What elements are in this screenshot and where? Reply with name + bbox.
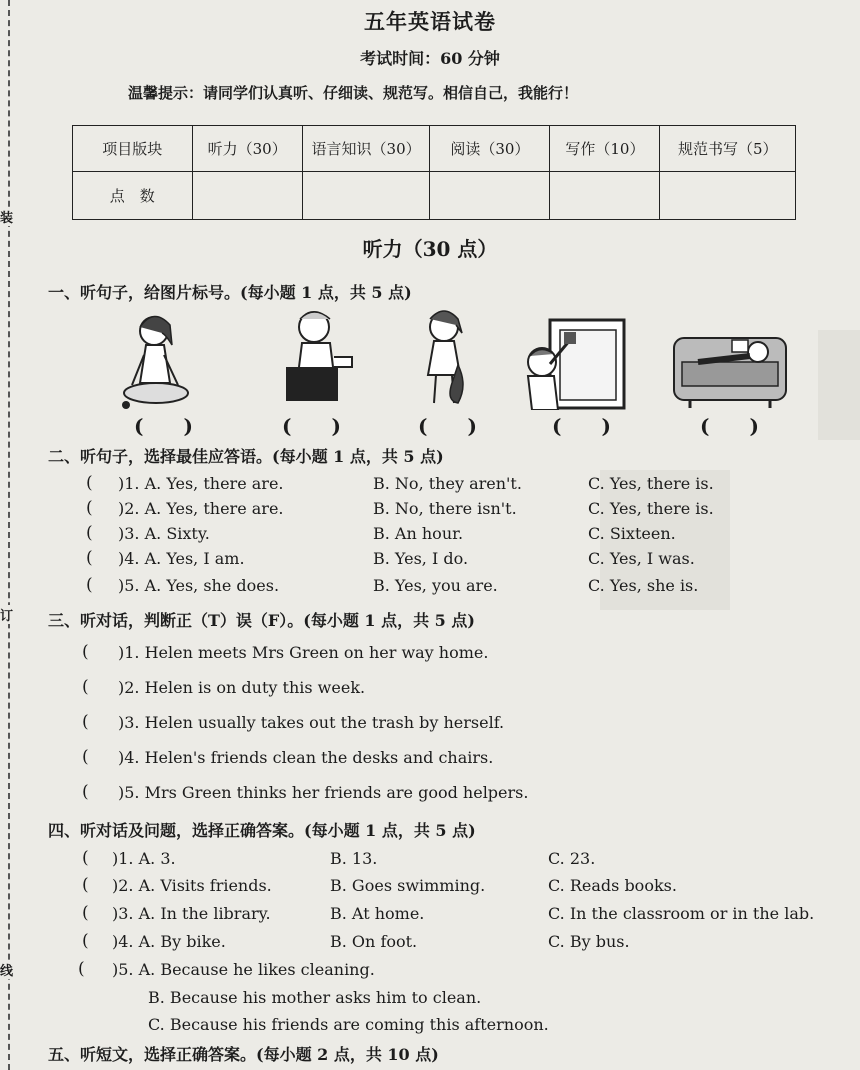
bleed-through-shadow — [818, 330, 860, 440]
answer-paren[interactable]: ( — [82, 903, 89, 923]
answer-paren[interactable]: ( — [82, 875, 89, 895]
answer-paren[interactable]: ( — [86, 548, 93, 568]
s2-q4-option-b: B. Yes, I do. — [373, 549, 469, 568]
s3-statement-5: )5. Mrs Green thinks her friends are good helpers. — [118, 783, 529, 802]
score-header-reading: 阅读（30） — [430, 126, 550, 172]
s2-q4-option-a: )4. A. Yes, I am. — [118, 549, 245, 568]
s4-q3-option-a: )3. A. In the library. — [112, 904, 271, 923]
picture5-answer-blank[interactable]: ( ) — [700, 414, 759, 438]
score-table — [72, 125, 796, 220]
s2-q5-option-c: C. Yes, she is. — [588, 576, 699, 595]
picture4-answer-blank[interactable]: ( ) — [552, 414, 611, 438]
s2-q2-option-a: )2. A. Yes, there are. — [118, 499, 284, 518]
score-header-handwriting: 规范书写（5） — [660, 126, 796, 172]
answer-paren[interactable]: ( — [86, 575, 93, 595]
score-cell[interactable] — [302, 172, 430, 220]
score-header-listening: 听力（30） — [192, 126, 302, 172]
s2-q3-option-a: )3. A. Sixty. — [118, 524, 210, 543]
s2-q3-option-b: B. An hour. — [373, 524, 464, 543]
picture-boy-cleaning-window — [520, 318, 628, 414]
picture-boy-reading-sofa — [668, 318, 792, 414]
binding-char-xian: 线 — [0, 960, 13, 979]
encouragement-tip: 温馨提示：请同学们认真听、仔细读、规范写。相信自己，我能行！ — [128, 84, 579, 102]
answer-paren[interactable]: ( — [82, 677, 89, 697]
section1-title: 一、听句子，给图片标号。(每小题 1 点，共 5 点) — [48, 283, 412, 302]
picture1-answer-blank[interactable]: ( ) — [134, 414, 193, 438]
picture2-answer-blank[interactable]: ( ) — [282, 414, 341, 438]
score-cell[interactable] — [550, 172, 660, 220]
score-cell[interactable] — [430, 172, 550, 220]
section5-title: 五、听短文，选择正确答案。(每小题 2 点，共 10 点) — [48, 1045, 439, 1064]
answer-paren[interactable]: ( — [82, 642, 89, 662]
s2-q2-option-b: B. No, there isn't. — [373, 499, 517, 518]
s2-q1-option-b: B. No, they aren't. — [373, 474, 522, 493]
score-header-writing: 写作（10） — [550, 126, 660, 172]
score-row-label: 点 数 — [73, 172, 193, 220]
s4-q3-option-c: C. In the classroom or in the lab. — [548, 904, 815, 923]
listening-title: 听力（30 点） — [362, 237, 498, 261]
answer-paren[interactable]: ( — [82, 931, 89, 951]
s4-q3-option-b: B. At home. — [330, 904, 425, 923]
score-cell[interactable] — [192, 172, 302, 220]
s4-q5-option-c: C. Because his friends are coming this afternoon. — [148, 1015, 549, 1034]
s3-statement-4: )4. Helen's friends clean the desks and chairs. — [118, 748, 494, 767]
binding-dashed-line — [8, 0, 10, 1070]
s2-q1-option-a: )1. A. Yes, there are. — [118, 474, 284, 493]
answer-paren[interactable]: ( — [78, 959, 85, 979]
s4-q4-option-b: B. On foot. — [330, 932, 418, 951]
answer-paren[interactable]: ( — [86, 473, 93, 493]
s4-q2-option-c: C. Reads books. — [548, 876, 677, 895]
binding-char-zhuang: 装 — [0, 207, 13, 226]
s3-statement-1: )1. Helen meets Mrs Green on her way home. — [118, 643, 489, 662]
s4-q5-option-b: B. Because his mother asks him to clean. — [148, 988, 482, 1007]
s2-q5-option-b: B. Yes, you are. — [373, 576, 498, 595]
s2-q3-option-c: C. Sixteen. — [588, 524, 676, 543]
answer-paren[interactable]: ( — [86, 498, 93, 518]
answer-paren[interactable]: ( — [82, 712, 89, 732]
exam-title: 五年英语试卷 — [364, 9, 496, 34]
s2-q2-option-c: C. Yes, there is. — [588, 499, 714, 518]
picture-girl-taking-trash — [414, 305, 474, 417]
s4-q2-option-a: )2. A. Visits friends. — [112, 876, 272, 895]
picture3-answer-blank[interactable]: ( ) — [418, 414, 477, 438]
section3-title: 三、听对话，判断正（T）误（F）。(每小题 1 点，共 5 点) — [48, 611, 475, 630]
score-header-section: 项目版块 — [73, 126, 193, 172]
s2-q4-option-c: C. Yes, I was. — [588, 549, 695, 568]
picture-girl-washing — [118, 305, 198, 417]
s4-q4-option-a: )4. A. By bike. — [112, 932, 226, 951]
s4-q5-option-a: )5. A. Because he likes cleaning. — [112, 960, 375, 979]
s2-q1-option-c: C. Yes, there is. — [588, 474, 714, 493]
picture-woman-cooking — [280, 305, 360, 417]
exam-time: 考试时间：60 分钟 — [360, 49, 500, 68]
s3-statement-3: )3. Helen usually takes out the trash by herself. — [118, 713, 505, 732]
s4-q1-option-a: )1. A. 3. — [112, 849, 176, 868]
s3-statement-2: )2. Helen is on duty this week. — [118, 678, 366, 697]
answer-paren[interactable]: ( — [82, 848, 89, 868]
section4-title: 四、听对话及问题，选择正确答案。(每小题 1 点，共 5 点) — [48, 821, 476, 840]
section2-title: 二、听句子，选择最佳应答语。(每小题 1 点，共 5 点) — [48, 447, 444, 466]
s4-q1-option-c: C. 23. — [548, 849, 596, 868]
s4-q4-option-c: C. By bus. — [548, 932, 630, 951]
score-cell[interactable] — [660, 172, 796, 220]
answer-paren[interactable]: ( — [86, 523, 93, 543]
answer-paren[interactable]: ( — [82, 747, 89, 767]
s4-q1-option-b: B. 13. — [330, 849, 378, 868]
s2-q5-option-a: )5. A. Yes, she does. — [118, 576, 280, 595]
score-header-language: 语言知识（30） — [302, 126, 430, 172]
binding-char-ding: 订 — [0, 605, 13, 624]
s4-q2-option-b: B. Goes swimming. — [330, 876, 486, 895]
answer-paren[interactable]: ( — [82, 782, 89, 802]
